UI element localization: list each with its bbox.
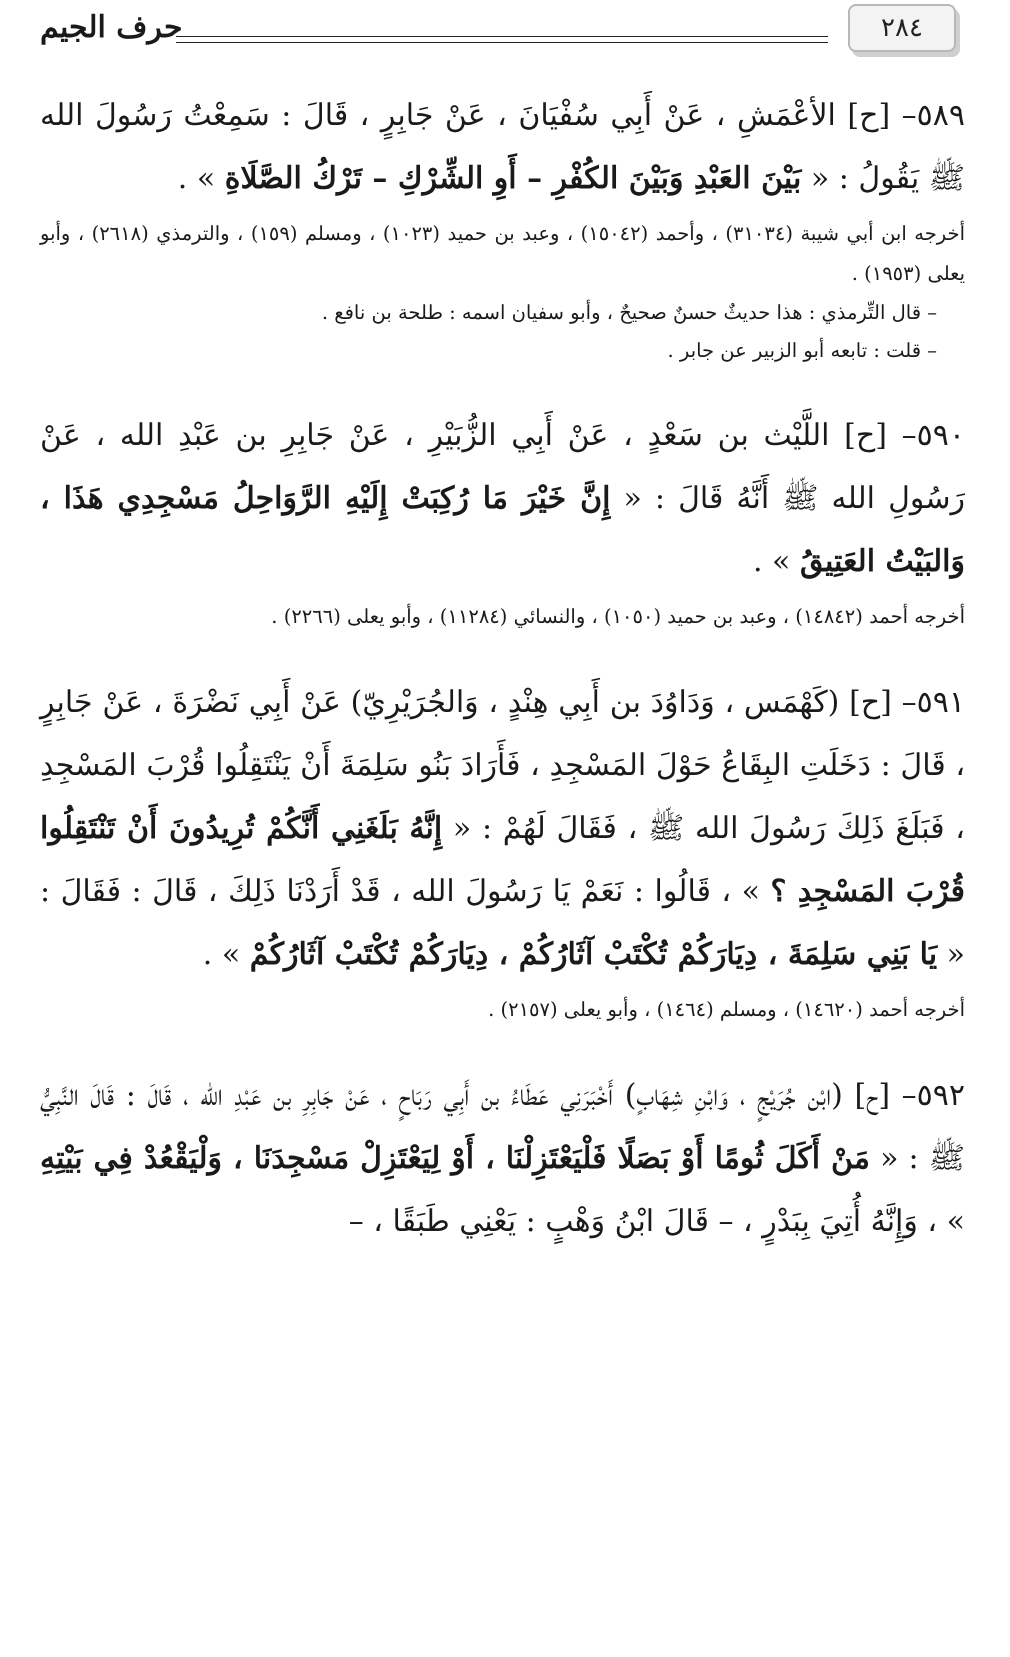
hadith-closing: » . (202, 937, 250, 972)
hadith-continuation: » ، قَالُوا : نَعَمْ يَا رَسُولَ الله ، قَدْ أَرَدْنَا ذَلِكَ ، قَالَ : فَقَالَ : « (40, 874, 965, 972)
page-number-badge: ٢٨٤ (848, 4, 956, 52)
hadith-text (40, 671, 965, 986)
hadith-text (40, 84, 965, 210)
hadith-narration: ٥٩٠– [ح] اللَّيْث بن سَعْدٍ ، عَنْ أَبِي الزُّبَيْرِ ، عَنْ جَابِرِ بن عَبْدِ الله ، عَنْ رَسُولِ الله ﷺ أَنَّهُ قَالَ : « (40, 418, 965, 516)
chapter-title: حرف الجيم (40, 10, 183, 45)
hadith-closing: » . (177, 161, 225, 196)
hadith-takhrij: أخرجه أحمد (١٤٨٤٢) ، وعبد بن حميد (١٠٥٠) ، والنسائي (١١٢٨٤) ، وأبو يعلى (٢٢٦٦) . (271, 605, 965, 628)
hadith-589 (40, 84, 965, 370)
hadith-closing: » ، وَإِنَّهُ أُتِيَ بِبَدْرٍ ، – قَالَ ابْنُ وَهْبٍ : يَعْنِي طَبَقًا ، – (348, 1204, 965, 1239)
hadith-takhrij: أخرجه ابن أبي شيبة (٣١٠٣٤) ، وأحمد (١٥٠٤٢) ، وعبد بن حميد (١٠٢٣) ، ومسلم (١٥٩) ، والترمذي (٢٦١٨) ، وأبو يعلى (١٩٥٣) . (40, 222, 965, 285)
hadith-narration: ٥٨٩– [ح] الأعْمَشِ ، عَنْ أَبِي سُفْيَانَ ، عَنْ جَابِرٍ ، قَالَ : سَمِعْتُ رَسُولَ الله ﷺ يَقُولُ : « (40, 98, 965, 196)
hadith-quote: إِنَّهُ بَلَغَنِي أَنَّكُمْ تُرِيدُونَ أَنْ تَنْتَقِلُوا قُرْبَ المَسْجِدِ ؟ (40, 811, 965, 909)
page-header (0, 0, 1010, 70)
header-rule-secondary (176, 42, 828, 43)
hadith-note: – قلت : تابعه أبو الزبير عن جابر . (667, 339, 937, 362)
hadith-590 (40, 404, 965, 637)
hadith-closing: » . (752, 544, 800, 579)
hadith-text (40, 404, 965, 593)
hadith-text (40, 1064, 965, 1253)
hadith-quote-second: يَا بَنِي سَلِمَةَ ، دِيَارَكُمْ تُكْتَبْ آثَارُكُمْ ، دِيَارَكُمْ تُكْتَبْ آثَارُكُمْ (249, 937, 938, 972)
hadith-592 (40, 1064, 965, 1253)
hadith-quote: مَنْ أَكَلَ ثُومًا أَوْ بَصَلًا فَلْيَعْتَزِلْنَا ، أَوْ لِيَعْتَزِلْ مَسْجِدَنَا ، وَلْيَقْعُدْ فِي بَيْتِهِ (40, 1141, 870, 1176)
hadith-narration: ٥٩١– [ح] (كَهْمَس ، وَدَاوُدَ بن أَبِي هِنْدٍ ، وَالجُرَيْرِيّ) عَنْ أَبِي نَضْرَةَ ، عَنْ جَابِرٍ ، قَالَ : دَخَلَتِ البِقَاعُ حَوْلَ المَسْجِدِ ، فَأَرَادَ بَنُو سَلِمَةَ أَنْ يَنْتَقِلُوا قُرْبَ المَسْجِدِ ، فَبَلَغَ ذَلِكَ رَسُولَ الله ﷺ ، فَقَالَ لَهُمْ : « (40, 685, 965, 846)
hadith-quote: بَيْنَ العَبْدِ وَبَيْنَ الكُفْرِ – أَوِ الشِّرْكِ – تَرْكُ الصَّلَاةِ (224, 161, 802, 196)
hadith-591 (40, 671, 965, 1030)
hadith-narration: ٥٩٢– [ح] (ابْن جُرَيْجٍ ، وَابْنِ شِهَابٍ) أَخْبَرَنِي عَطَاءُ بن أَبِي رَبَاحٍ ، عَنْ جَابِرِ بن عَبْدِ الله ، قَالَ : قَالَ النَّبِيُّ ﷺ : « (40, 1078, 965, 1176)
header-rule (176, 36, 828, 37)
hadith-takhrij: أخرجه أحمد (١٤٦٢٠) ، ومسلم (١٤٦٤) ، وأبو يعلى (٢١٥٧) . (488, 998, 965, 1021)
hadith-note: – قال التِّرمذي : هذا حديثٌ حسنٌ صحيحٌ ، وأبو سفيان اسمه : طلحة بن نافع . (321, 301, 937, 324)
page-content (40, 84, 965, 1287)
hadith-quote: إِنَّ خَيْرَ مَا رُكِبَتْ إِلَيْهِ الرَّوَاحِلُ مَسْجِدِي هَذَا ، وَالبَيْتُ العَتِيقُ (40, 481, 965, 579)
